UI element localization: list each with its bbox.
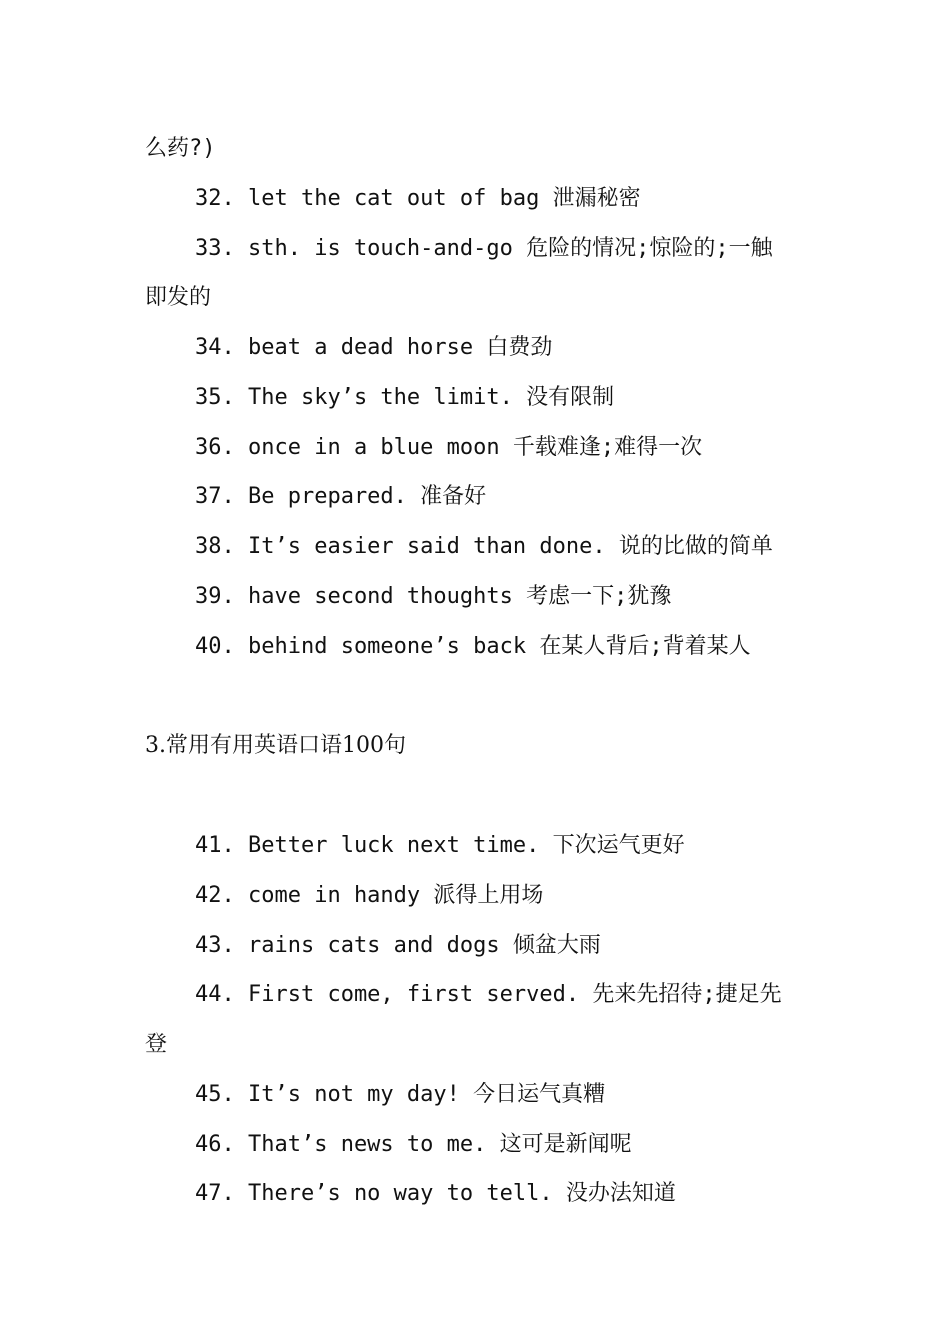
list-item: 32. let the cat out of bag 泄漏秘密 (195, 186, 641, 211)
list-item: 40. behind someone’s back 在某人背后;背着某人 (195, 634, 751, 659)
list-item: 34. beat a dead horse 白费劲 (195, 335, 553, 360)
list-item: 38. It’s easier said than done. 说的比做的简单 (195, 534, 773, 559)
list-item: 43. rains cats and dogs 倾盆大雨 (195, 933, 601, 958)
text-line: 么药?) (145, 136, 216, 161)
text-line: 即发的 (145, 285, 212, 310)
section-heading: 3.常用有用英语口语100句 (145, 733, 406, 758)
list-item: 35. The sky’s the limit. 没有限制 (195, 385, 615, 410)
list-item: 44. First come, first served. 先来先招待;捷足先 (195, 982, 782, 1007)
list-item: 41. Better luck next time. 下次运气更好 (195, 833, 685, 858)
list-item: 45. It’s not my day! 今日运气真糟 (195, 1082, 606, 1107)
list-item: 39. have second thoughts 考虑一下;犹豫 (195, 584, 672, 609)
list-item: 36. once in a blue moon 千载难逢;难得一次 (195, 435, 703, 460)
list-item: 33. sth. is touch-and-go 危险的情况;惊险的;一触 (195, 236, 773, 261)
text-line: 登 (145, 1032, 168, 1057)
list-item: 37. Be prepared. 准备好 (195, 484, 487, 509)
list-item: 46. That’s news to me. 这可是新闻呢 (195, 1132, 632, 1157)
list-item: 47. There’s no way to tell. 没办法知道 (195, 1181, 676, 1206)
list-item: 42. come in handy 派得上用场 (195, 883, 544, 908)
